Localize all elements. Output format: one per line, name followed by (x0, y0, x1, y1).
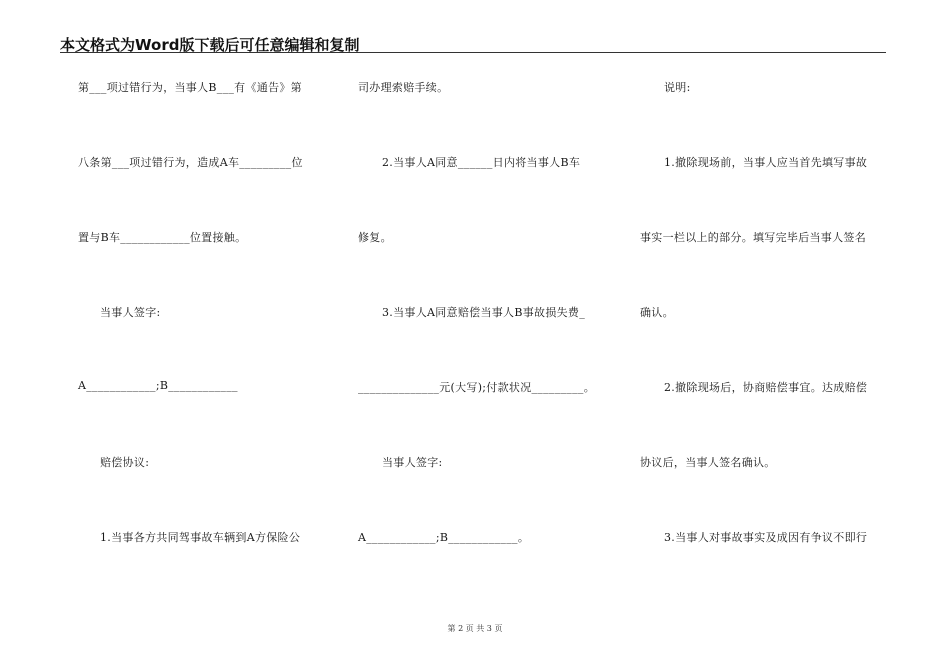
text-line: 1.撤除现场前，当事人应当首先填写事故 (664, 156, 868, 169)
text-line: 3.当事人A同意赔偿当事人B事故损失费_ (382, 306, 586, 319)
text-line: 2.撤除现场后，协商赔偿事宜。达成赔偿 (664, 381, 868, 394)
header-divider (60, 52, 886, 53)
text-line: 当事人签字: (100, 306, 161, 319)
text-line: 协议后，当事人签名确认。 (640, 456, 776, 469)
text-line: 置与B车____________位置接触。 (78, 231, 247, 244)
document-header-title: 本文格式为Word版下载后可任意编辑和复制 (60, 36, 360, 54)
text-line: 八条第___项过错行为，造成A车_________位 (78, 156, 303, 169)
text-line: 事实一栏以上的部分。填写完毕后当事人签名 (640, 231, 866, 244)
text-line: 确认。 (640, 306, 674, 319)
text-line: 修复。 (358, 231, 392, 244)
text-line: 司办理索赔手续。 (358, 81, 449, 94)
page-number: 第 2 页 共 3 页 (447, 624, 503, 633)
text-line: ______________元(大写);付款状况_________。 (358, 381, 595, 394)
text-line: 当事人签字: (382, 456, 443, 469)
text-line: 3.当事人对事故事实及成因有争议不即行 (664, 531, 868, 544)
text-line: A____________;B____________。 (358, 531, 530, 544)
text-line: 第___项过错行为，当事人B___有《通告》第 (78, 81, 302, 94)
text-line: 1.当事各方共同驾事故车辆到A方保险公 (100, 531, 301, 544)
text-line: 2.当事人A同意______日内将当事人B车 (382, 156, 581, 169)
text-line: 说明: (664, 81, 691, 94)
text-line: 赔偿协议: (100, 456, 150, 469)
text-line: A____________;B____________ (78, 379, 238, 392)
